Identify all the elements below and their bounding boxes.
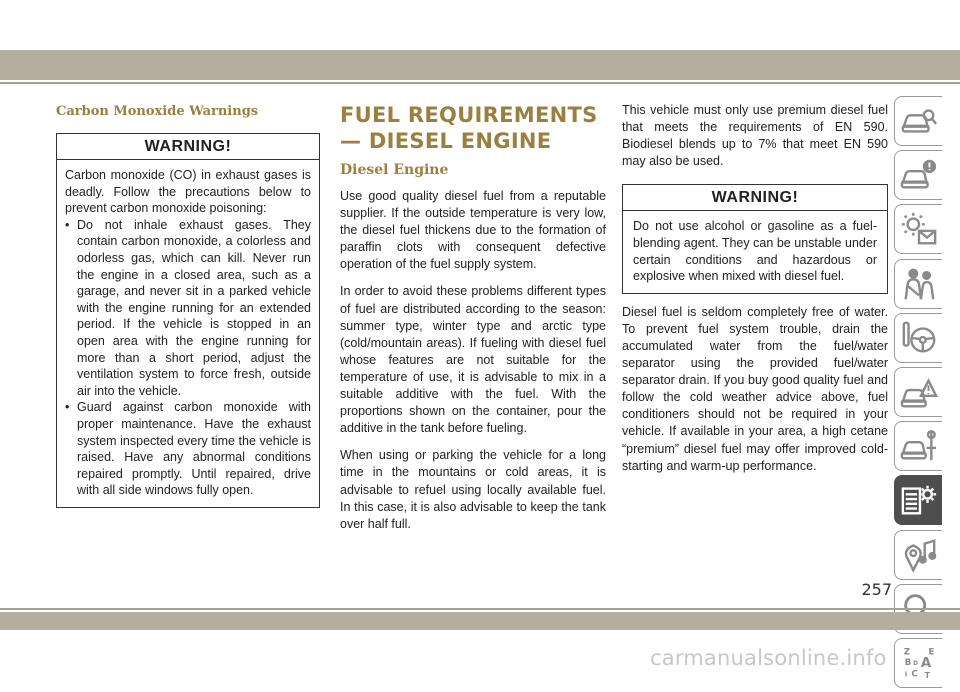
body-paragraph: Diesel fuel is seldom completely free of water. To prevent fuel system trouble, drain the accumulated water from the fuel/water separator using the provided fuel/water separator drain. If you buy good quality fuel and follow the cold weather advice above, fuel conditioners should not be required in your vehicle. If available in your area, a high cetane “premium” diesel fuel may offer improved cold-starting and warm-up performance. — [622, 304, 888, 473]
top-margin — [0, 0, 960, 50]
technical-specifications-icon — [900, 481, 938, 519]
warning-lights-icon — [900, 210, 938, 248]
subsection-title: Diesel Engine — [340, 162, 449, 178]
index-letter: E — [928, 647, 934, 658]
tab-multimedia[interactable] — [894, 530, 942, 580]
body-paragraph: When using or parking the vehicle for a long time in the mountains or cold areas, it is advisable to refuel using locally available fuel. In this case, it is also advisable to keep the tank over half full. — [340, 448, 606, 531]
warning-bullet: • Do not inhale exhaust gases. They contain carbon monoxide, a colorless and odorless gas, which can kill. Never run the engine in a closed area, such as a garage, and never sit in a parked vehicle with the engine running for an extended period. If the vehicle is stopped in an open area with the engine running for more than a short period, adjust the ventilation system to force fresh, outside air into the vehicle. — [65, 217, 311, 400]
index-letter: T — [924, 671, 930, 681]
warning-heading: WARNING! — [623, 185, 887, 211]
car-search-icon — [900, 102, 938, 140]
tab-roadside-emergency[interactable] — [894, 367, 942, 417]
tab-car-info[interactable] — [894, 150, 942, 200]
tab-car-search[interactable] — [894, 96, 942, 146]
multimedia-icon — [900, 536, 938, 574]
tab-safety[interactable] — [894, 259, 942, 309]
tab-index[interactable] — [894, 638, 942, 688]
body-paragraph: In order to avoid these problems different types of fuel are distributed according to the season: summer type, winter type and arctic type (cold/mountain areas). If fueling with diesel fuel whose features are not suitable for the temperature of use, it is advisable to mix in a suitable additive with the fuel. With the proportions shown on the container, pour the additive in the tank before fueling. — [340, 284, 606, 436]
warning-intro: Carbon monoxide (CO) in exhaust gases is deadly. Follow the precautions below to prevent carbon monoxide poisoning: — [65, 168, 311, 216]
section-title: Carbon Monoxide Warnings — [56, 104, 259, 119]
tab-technical-specifications[interactable] — [894, 475, 942, 525]
warning-body — [57, 160, 319, 507]
index-letter: Z — [903, 647, 910, 658]
middle-column — [340, 96, 606, 543]
co-warning-box — [56, 133, 320, 508]
footer-rule — [0, 608, 960, 610]
safety-icon — [900, 265, 938, 303]
left-column — [56, 96, 320, 508]
index-letter: I — [904, 670, 907, 679]
steering-wheel-icon — [900, 319, 938, 357]
chapter-title: FUEL REQUIREMENTS — DIESEL ENGINE — [340, 103, 598, 153]
index-letter: A — [920, 655, 931, 671]
header-band — [0, 50, 960, 80]
warning-bullet: • Guard against carbon monoxide with proper maintenance. Have the exhaust system inspected every time the vehicle is raised. Have any abnormal conditions repaired promptly. Until repaired, drive with all side windows fully open. — [65, 399, 311, 499]
right-column — [622, 102, 888, 485]
tab-car-service[interactable] — [894, 421, 942, 471]
car-info-icon — [900, 156, 938, 194]
page-number: 257 — [861, 580, 892, 599]
fuel-warning-box — [622, 184, 888, 293]
warning-body: Do not use alcohol or gasoline as a fuel-blending agent. They can be unstable under certain conditions and hazardous or explosive when mixed with diesel fuel. — [633, 219, 877, 284]
chapter-tabs — [894, 96, 944, 692]
index-letter: B — [904, 657, 911, 668]
index-icon — [900, 644, 938, 682]
warning-heading: WARNING! — [57, 134, 319, 160]
roadside-emergency-icon — [900, 373, 938, 411]
footer-band — [0, 612, 960, 630]
car-service-icon — [900, 427, 938, 465]
warning-bullets — [65, 217, 311, 499]
index-letter: C — [910, 669, 918, 680]
index-letter: D — [912, 660, 918, 667]
tab-warning-lights[interactable] — [894, 204, 942, 254]
tab-steering-wheel[interactable] — [894, 313, 942, 363]
header-rule — [0, 82, 960, 84]
body-paragraph: This vehicle must only use premium diesel fuel that meets the requirements of EN 590. Biodiesel blends up to 7% that meet EN 590 may also be used. — [622, 103, 888, 169]
body-paragraph: Use good quality diesel fuel from a reputable supplier. If the outside temperature is very low, the diesel fuel thickens due to the formation of paraffin clots with consequent defective operation of the fuel supply system. — [340, 189, 606, 272]
watermark: carmanualsonline.info — [650, 646, 887, 670]
